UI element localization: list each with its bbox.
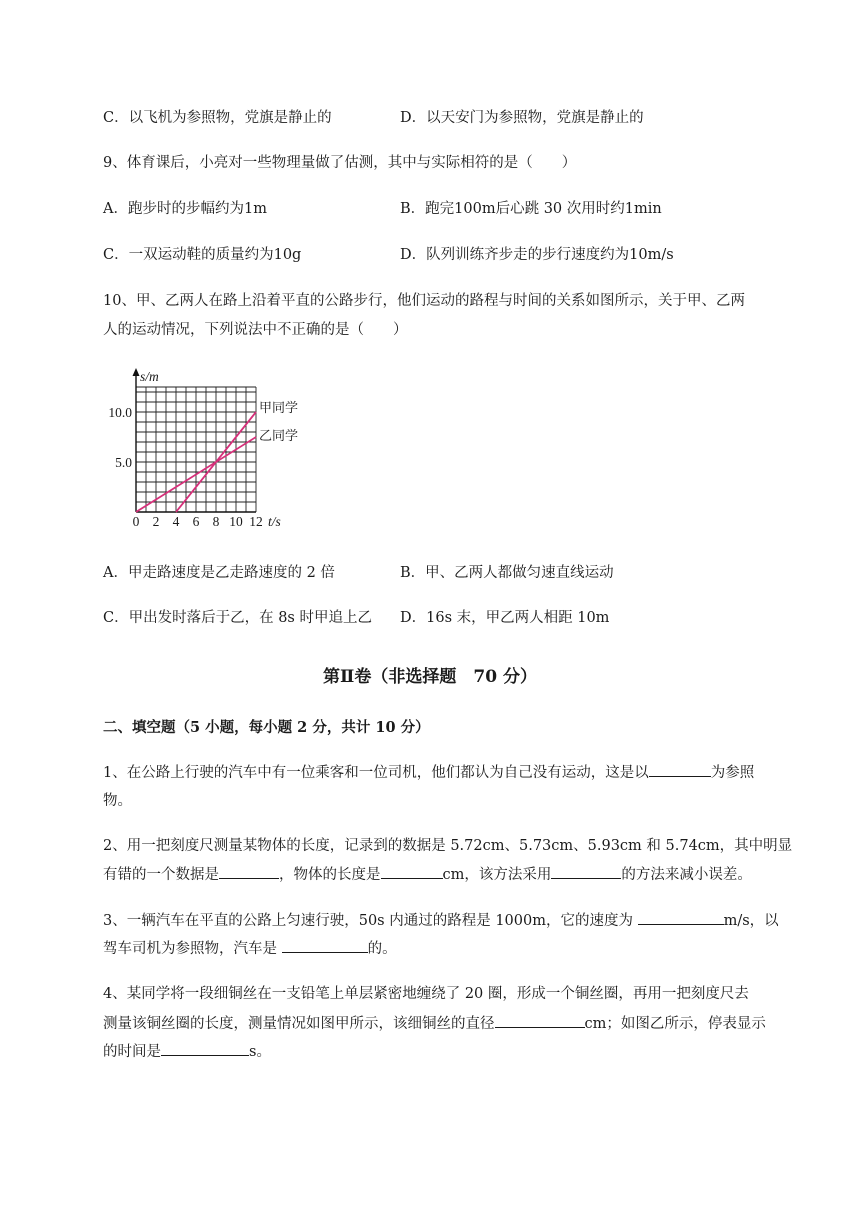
q9-option-b: B．跑完100m后心跳 30 次用时约1min: [400, 201, 662, 217]
fill-q2-text-e: 的方法来减小误差。: [621, 867, 752, 883]
q9-option-d: D．队列训练齐步走的步行速度约为10m/s: [400, 247, 674, 263]
fill-q3-blank-1[interactable]: [638, 910, 724, 925]
fill-q4-line1: 4、某同学将一段细铜丝在一支铅笔上单层紧密地缠绕了 20 圈，形成一个铜丝圈，再用一把刻度尺去: [103, 986, 749, 1002]
fill-q3-text-b: m/s，以: [723, 913, 779, 929]
y-axis-label: s/m: [140, 369, 159, 384]
q10-stem-line2: 人的运动情况，下列说法中不正确的是（ ）: [103, 322, 408, 338]
series-label-jia: 甲同学: [259, 401, 299, 416]
fill-q4-line2: [103, 1013, 766, 1034]
q9-option-c: C．一双运动鞋的质量约为10g: [103, 247, 302, 263]
fill-q2-line2: [103, 864, 752, 885]
fill-q2-text-d: cm，该方法采用: [442, 867, 552, 883]
x-tick-label: 2: [152, 514, 160, 529]
fill-section-heading: 二、填空题（5 小题，每小题 2 分，共计 10 分）: [103, 719, 430, 736]
fill-q2-blank-3[interactable]: [551, 864, 621, 879]
q10-option-a: A．甲走路速度是乙走路速度的 2 倍: [103, 565, 335, 581]
x-axis-label: t/s: [268, 514, 281, 529]
fill-q1-blank[interactable]: [649, 762, 711, 777]
part2-title: 第Ⅱ卷（非选择题 70 分）: [323, 667, 537, 687]
q10-stem-line1: 10、甲、乙两人在路上沿着平直的公路步行，他们运动的路程与时间的关系如图所示，关于甲、乙两: [103, 293, 745, 309]
x-tick-label: 4: [172, 514, 180, 529]
fill-q3-blank-2[interactable]: [282, 938, 368, 953]
fill-q4-text-c: cm；如图乙所示，停表显示: [584, 1016, 766, 1032]
y-tick-label: 5.0: [115, 455, 132, 470]
fill-q4-blank-1[interactable]: [495, 1013, 585, 1028]
fill-q3-line1: [103, 910, 779, 931]
x-tick-label: 10: [229, 514, 243, 529]
q8-option-c: C．以飞机为参照物，党旗是静止的: [103, 110, 332, 126]
x-tick-label: 0: [132, 514, 140, 529]
q9-option-a: A．跑步时的步幅约为1m: [103, 201, 267, 217]
fill-q3-text-c: 驾车司机为参照物，汽车是: [103, 941, 282, 957]
fill-q2-line1: 2、用一把刻度尺测量某物体的长度，记录到的数据是 5.72cm、5.73cm、5.93cm 和 5.74cm，其中明显: [103, 838, 793, 854]
fill-q4-text-b: 测量该铜丝圈的长度，测量情况如图甲所示，该细铜丝的直径: [103, 1016, 495, 1032]
fill-q2-blank-2[interactable]: [381, 864, 443, 879]
q10-option-c: C．甲出发时落后于乙，在 8s 时甲追上乙: [103, 610, 372, 626]
fill-q3-line2: [103, 938, 397, 959]
fill-q4-text-d: 的时间是: [103, 1044, 161, 1060]
q10-option-b: B．甲、乙两人都做匀速直线运动: [400, 565, 614, 581]
fill-q4-text-e: s。: [249, 1044, 271, 1060]
fill-q2-blank-1[interactable]: [219, 864, 279, 879]
y-axis-arrow: [133, 368, 140, 376]
q8-option-d: D．以天安门为参照物，党旗是静止的: [400, 110, 644, 126]
fill-q1-line2: 物。: [103, 793, 132, 809]
fill-q4-blank-2[interactable]: [161, 1041, 249, 1056]
fill-q1-text-a: 1、在公路上行驶的汽车中有一位乘客和一位司机，他们都认为自己没有运动，这是以: [103, 765, 649, 781]
fill-q1-line1: [103, 762, 754, 783]
x-tick-label: 12: [249, 514, 263, 529]
y-tick-label: 10.0: [108, 405, 132, 420]
fill-q2-text-c: ，物体的长度是: [279, 867, 381, 883]
fill-q1-text-b: 为参照: [710, 765, 755, 781]
x-tick-label: 6: [192, 514, 200, 529]
fill-q4-line3: [103, 1041, 271, 1062]
fill-q3-text-a: 3、一辆汽车在平直的公路上匀速行驶，50s 内通过的路程是 1000m，它的速度为: [103, 913, 638, 929]
fill-q3-text-d: 的。: [367, 941, 397, 957]
chart-grid: [136, 387, 256, 512]
series-label-yi: 乙同学: [259, 429, 299, 444]
q10-option-d: D．16s 末，甲乙两人相距 10m: [400, 610, 610, 626]
st-graph: [96, 366, 326, 536]
fill-q2-text-b: 有错的一个数据是: [103, 867, 219, 883]
x-tick-label: 8: [212, 514, 220, 529]
q9-stem: 9、体育课后，小亮对一些物理量做了估测，其中与实际相符的是（ ）: [103, 155, 577, 171]
